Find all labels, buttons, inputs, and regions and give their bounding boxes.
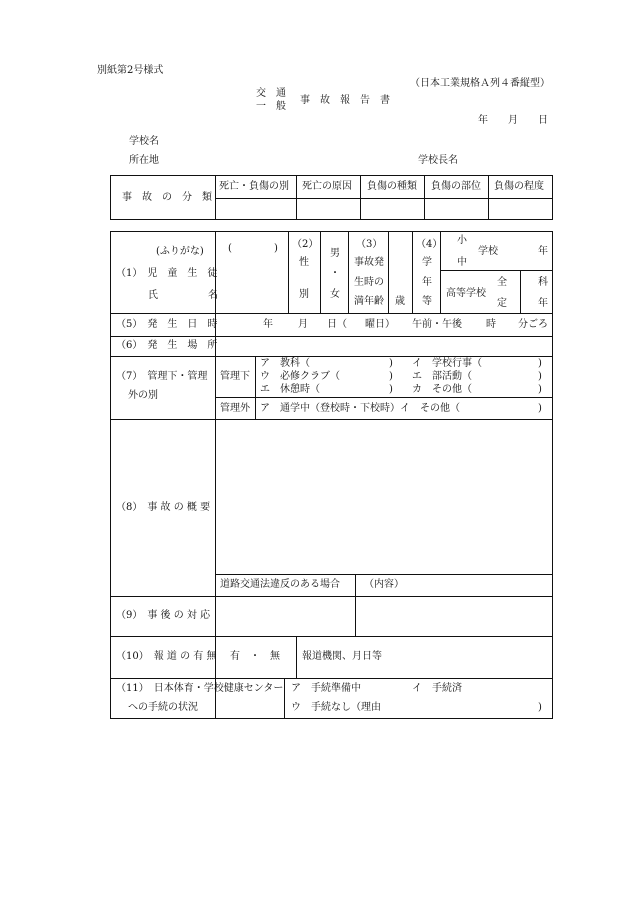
sex-option-male[interactable]: 男 [330, 248, 340, 259]
response-input-left[interactable] [216, 597, 355, 636]
management-under-a[interactable]: ア 教科（ [260, 358, 310, 369]
management-under-label: 管理下 [220, 371, 250, 382]
title-kotsu: 交 通 [256, 88, 286, 99]
student-furigana-input[interactable] [236, 240, 272, 256]
classification-col-injury-site: 負傷の部位 [431, 181, 481, 192]
classification-col-injury-type: 負傷の種類 [367, 181, 417, 192]
grade-tei: 定 [497, 298, 507, 309]
center-option-u-close: ) [538, 702, 542, 713]
date-row-year: 年 [263, 319, 273, 330]
student-name-input[interactable] [218, 262, 286, 310]
grade-label-1: 学 [422, 257, 432, 268]
address-label: 所在地 [129, 155, 159, 166]
date-row-month: 月 [298, 319, 308, 330]
classification-col-cause: 死亡の原因 [302, 181, 352, 192]
management-under-e2[interactable]: エ 休憩時（ [260, 384, 320, 395]
date-year-label: 年 [478, 115, 488, 126]
grade-sho: 小 [457, 235, 467, 246]
sex-num: （2） [292, 239, 319, 250]
center-label-1: （11） 日本体育・学校健康センター [116, 683, 284, 694]
media-agency-label: 報道機関、月日等 [302, 651, 382, 662]
media-yes-no[interactable]: 有 ・ 無 [230, 651, 280, 662]
date-row-hour: 時 [486, 319, 496, 330]
media-agency-input[interactable] [390, 638, 550, 677]
grade-gakko: 学校 [478, 246, 498, 257]
date-row-minute: 分ごろ [518, 319, 548, 330]
date-row-weekday: 曜日） [365, 319, 395, 330]
center-option-i[interactable]: イ 手続済 [412, 683, 462, 694]
grade-chu: 中 [457, 257, 467, 268]
sex-dot: ・ [330, 268, 340, 279]
age-label-2: 生時の [354, 277, 384, 288]
classification-input-injury-type[interactable] [361, 199, 424, 219]
title-ippan: 一 般 [256, 101, 286, 112]
page-title: 事 故 報 告 書 [300, 95, 390, 106]
grade-label-2: 年 [422, 277, 432, 288]
center-option-a[interactable]: ア 手続準備中 [291, 683, 361, 694]
response-input-right[interactable] [356, 597, 552, 636]
school-name-label: 学校名 [129, 136, 159, 147]
age-unit: 歳 [395, 296, 405, 307]
management-under-ka-close: ) [538, 384, 542, 395]
grade-nen-2: 年 [538, 298, 548, 309]
classification-input-death-injury[interactable] [216, 199, 296, 219]
traffic-violation-content-label: （内容） [364, 579, 404, 590]
grade-ka: 科 [538, 277, 548, 288]
grade-num: （4） [416, 239, 443, 250]
date-month-label: 月 [508, 115, 518, 126]
management-under-ka[interactable]: カ その他（ [412, 384, 472, 395]
management-under-e-close: ) [538, 371, 542, 382]
sex-option-female[interactable]: 女 [330, 289, 340, 300]
date-day-label: 日 [538, 115, 548, 126]
age-label-3: 満年齢 [354, 296, 384, 307]
classification-input-cause[interactable] [297, 199, 360, 219]
furigana-paren-right: ) [274, 243, 278, 254]
date-row-day: 日（ [327, 319, 347, 330]
grade-koto: 高等学校 [446, 288, 486, 299]
management-under-u-close: ) [389, 371, 393, 382]
student-furigana-label: (ふりがな) [156, 246, 204, 257]
management-outside-close: ) [538, 403, 542, 414]
classification-label: 事 故 の 分 類 [122, 192, 212, 203]
place-input[interactable] [216, 337, 552, 356]
management-label-1: （7） 管理下・管理 [116, 371, 208, 382]
management-under-a-close: ) [389, 358, 393, 369]
grade-zen: 全 [497, 277, 507, 288]
form-id: 別紙第2号様式 [97, 65, 164, 76]
student-row-label: （1） 児 童 生 徒 [116, 268, 218, 279]
grade-nen: 年 [538, 246, 548, 257]
sex-label-1: 性 [299, 257, 309, 268]
center-option-u[interactable]: ウ 手続なし（理由 [291, 702, 381, 713]
media-label: （10） 報 道 の 有 無 [116, 651, 217, 662]
place-row-label: （6） 発 生 場 所 [116, 340, 218, 351]
management-under-e2-close: ) [389, 384, 393, 395]
date-row-label: （5） 発 生 日 時 [116, 319, 218, 330]
classification-input-injury-degree[interactable] [489, 199, 552, 219]
management-under-e[interactable]: エ 部活動（ [412, 371, 472, 382]
grade-label-3: 等 [422, 296, 432, 307]
summary-textarea[interactable] [216, 420, 552, 574]
date-row-ampm[interactable]: 午前・午後 [412, 319, 462, 330]
summary-label: （8） 事 故 の 概 要 [116, 502, 211, 513]
management-under-i[interactable]: イ 学校行事（ [412, 358, 482, 369]
center-label-2: への手続の状況 [128, 702, 198, 713]
principal-label: 学校長名 [418, 155, 458, 166]
classification-col-injury-degree: 負傷の程度 [494, 181, 544, 192]
response-label: （9） 事 後 の 対 応 [116, 610, 211, 621]
classification-input-injury-site[interactable] [425, 199, 488, 219]
sex-label-2: 別 [299, 289, 309, 300]
management-outside-label: 管理外 [220, 403, 250, 414]
paper-spec: （日本工業規格Ａ列４番縦型） [410, 78, 550, 89]
age-num: （3） [356, 239, 383, 250]
traffic-violation-label: 道路交通法違反のある場合 [220, 579, 340, 590]
management-under-i-close: ) [538, 358, 542, 369]
traffic-violation-content-input[interactable] [404, 576, 550, 595]
age-input[interactable] [389, 234, 411, 294]
classification-col-death-injury: 死亡・負傷の別 [219, 181, 289, 192]
management-under-u[interactable]: ウ 必修クラブ（ [260, 371, 340, 382]
management-label-2: 外の別 [128, 390, 158, 401]
furigana-paren-left: ( [228, 243, 232, 254]
age-label-1: 事故発 [354, 257, 384, 268]
student-name-label: 氏 名 [148, 290, 218, 301]
management-outside-options[interactable]: ア 通学中（登校時・下校時）イ その他（ [260, 403, 460, 414]
